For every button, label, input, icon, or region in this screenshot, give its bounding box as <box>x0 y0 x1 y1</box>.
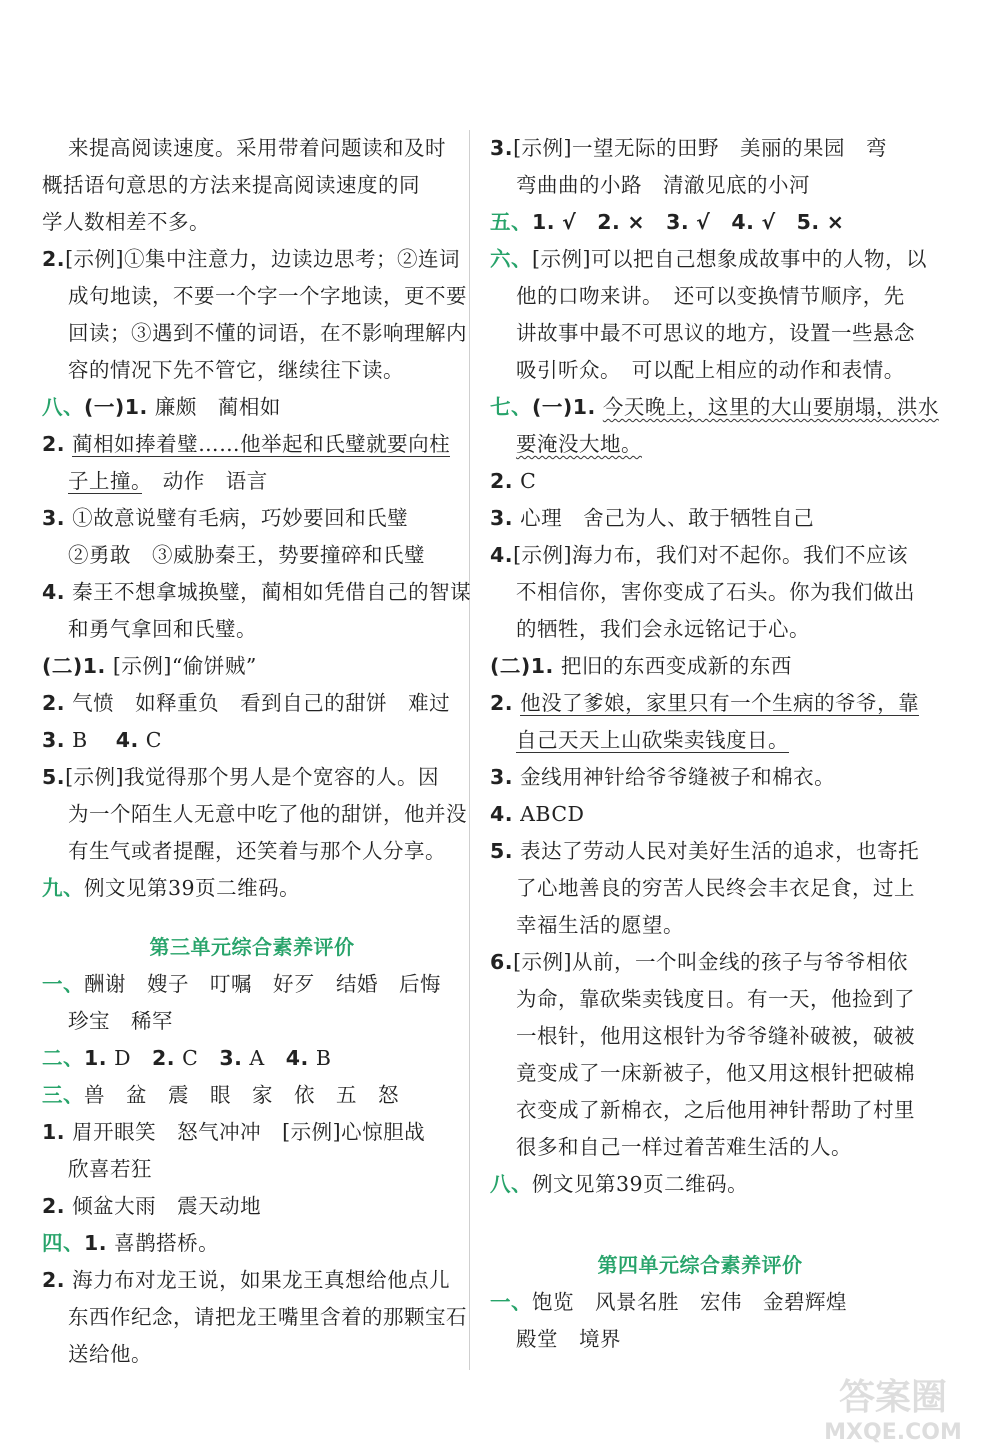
question-number: 4. <box>42 580 66 604</box>
section-label: 三、 <box>42 1083 84 1107</box>
text-line: 有生气或者提醒，还笑着与那个人分享。 <box>68 839 446 863</box>
answer-text: [示例]一望无际的田野 美丽的果园 弯 <box>513 136 888 160</box>
text-line: 概括语句意思的方法来提高阅读速度的同 <box>42 173 420 197</box>
question-number: 2. <box>152 1046 176 1070</box>
answer-text: 倾盆大雨 震天动地 <box>72 1194 262 1218</box>
answer-line <box>42 1188 462 1225</box>
answer-text: 饱览 风景名胜 宏伟 金碧辉煌 <box>532 1290 847 1314</box>
question-number: 2. <box>42 247 66 271</box>
answer-text: ①故意说璧有毛病，巧妙要回和氏璧 <box>72 506 409 530</box>
question-number: 3. <box>490 765 514 789</box>
section-8-right <box>490 1166 910 1203</box>
text-line: 学人数相差不多。 <box>42 210 210 234</box>
answer-line <box>490 537 910 574</box>
question-number: 5. <box>42 765 66 789</box>
answer-text: 动作 语言 <box>162 469 268 493</box>
text-line: 不相信你，害你变成了石头。你为我们做出 <box>516 580 915 604</box>
answer-text: 表达了劳动人民对美好生活的追求，也寄托 <box>520 839 920 863</box>
text-line: 竟变成了一床新被子，他又用这根针把破棉 <box>516 1061 915 1085</box>
answer-line <box>42 1114 462 1151</box>
unit-3-heading: 第三单元综合素养评价 <box>149 935 355 959</box>
answer-line <box>42 1262 462 1299</box>
text-line: 讲故事中最不可思议的地方，设置一些悬念 <box>516 321 915 345</box>
answer-text: [示例]我觉得那个男人是个宽容的人。因 <box>65 765 440 789</box>
answer-mark: √ <box>761 210 797 234</box>
answer-text: 廉颇 蔺相如 <box>154 395 281 419</box>
part-label: (一) <box>532 395 573 419</box>
column-divider <box>469 130 470 1370</box>
question-number: 5. <box>796 210 820 234</box>
answer-text: A <box>249 1046 286 1070</box>
question-number: 3. <box>42 506 66 530</box>
text-line: 殿堂 境界 <box>516 1327 621 1351</box>
section-7 <box>490 389 939 426</box>
answer-mark: × <box>627 210 667 234</box>
answer-line <box>490 1284 910 1321</box>
text-line: 吸引听众。 可以配上相应的动作和表情。 <box>516 358 905 382</box>
text-line: 欣喜若狂 <box>68 1157 152 1181</box>
question-number: 3. <box>490 136 514 160</box>
section-8 <box>42 389 462 426</box>
text-line: 衣变成了新棉衣，之后他用神针帮助了村里 <box>516 1098 915 1122</box>
question-number: 3. <box>666 210 690 234</box>
answer-text: 金线用神针给爷爷缝被子和棉衣。 <box>520 765 836 789</box>
answer-text: [示例]从前，一个叫金线的孩子与爷爷相依 <box>513 950 909 974</box>
answer-line <box>42 648 462 685</box>
section-label: 七、 <box>490 395 532 419</box>
question-number: 2. <box>42 1194 66 1218</box>
answer-line <box>490 426 910 463</box>
watermark-logo <box>798 1367 988 1447</box>
text-line: 和勇气拿回和氏璧。 <box>68 617 257 641</box>
answer-line <box>42 722 462 759</box>
question-number: 1. <box>572 395 596 419</box>
answer-text: D <box>114 1046 153 1070</box>
question-number: 3. <box>42 728 66 752</box>
answer-text: [示例]可以把自己想象成故事中的人物，以 <box>532 247 927 271</box>
question-number: 2. <box>42 432 66 456</box>
answer-line <box>490 944 910 981</box>
answer-text: B <box>72 728 109 752</box>
answer-text: 心理 舍己为人、敢于牺牲自己 <box>520 506 815 530</box>
question-number: 1. <box>42 1120 66 1144</box>
text-line: 东西作纪念，请把龙王嘴里含着的那颗宝石 <box>68 1305 467 1329</box>
watermark-line-2: MXQE.COM <box>824 1420 962 1445</box>
answer-line <box>490 648 910 685</box>
answer-mark: √ <box>696 210 732 234</box>
section-label: 四、 <box>42 1231 84 1255</box>
question-number: 2. <box>490 691 514 715</box>
answer-text: 喜鹊搭桥。 <box>114 1231 220 1255</box>
answer-text: C <box>520 469 537 493</box>
section-label: 八、 <box>42 395 84 419</box>
answer-text: 气愤 如释重负 看到自己的甜饼 难过 <box>72 691 451 715</box>
part-label: (二) <box>42 654 83 678</box>
wavy-underlined-text: 今天晚上，这里的大山要崩塌，洪水 <box>602 395 939 419</box>
question-number: 2. <box>490 469 514 493</box>
section-9 <box>42 870 462 907</box>
text-line: 为一个陌生人无意中吃了他的甜饼，他并没 <box>68 802 467 826</box>
answer-line <box>42 1040 462 1077</box>
question-number: 4. <box>285 1046 309 1070</box>
section-6 <box>490 241 927 278</box>
answer-2 <box>42 241 462 278</box>
answer-line <box>490 685 920 722</box>
question-number: 2. <box>42 1268 66 1292</box>
answer-mark: × <box>826 210 845 234</box>
text-line: 的牺牲，我们会永远铭记于心。 <box>516 617 810 641</box>
answer-line <box>42 759 462 796</box>
answer-text: ABCD <box>520 802 585 826</box>
answer-text: 眉开眼笑 怒气冲冲 [示例]心惊胆战 <box>72 1120 426 1144</box>
left-column <box>42 130 472 1373</box>
answer-line <box>490 796 910 833</box>
question-number: 1. <box>84 1231 108 1255</box>
question-number: 4. <box>115 728 139 752</box>
answer-text: 把旧的东西变成新的东西 <box>560 654 792 678</box>
section-label: 六、 <box>490 247 532 271</box>
question-number: 1. <box>82 654 106 678</box>
answer-line <box>42 500 462 537</box>
answer-line <box>490 759 910 796</box>
question-number: 6. <box>490 950 514 974</box>
section-label: 一、 <box>42 972 84 996</box>
question-number: 3. <box>490 506 514 530</box>
wavy-underlined-text: 要淹没大地。 <box>516 432 642 456</box>
answer-line <box>490 500 910 537</box>
question-number: 4. <box>731 210 755 234</box>
text-line: 为命，靠砍柴卖钱度日。有一天，他捡到了 <box>516 987 915 1011</box>
question-number: 2. <box>42 691 66 715</box>
question-number: 5. <box>490 839 514 863</box>
answer-text: [示例]海力布，我们对不起你。我们不应该 <box>513 543 909 567</box>
section-label: 八、 <box>490 1172 532 1196</box>
text-line: 来提高阅读速度。采用带着问题读和及时 <box>68 136 446 160</box>
answer-line <box>42 1225 462 1262</box>
question-number: 2. <box>597 210 621 234</box>
answer-line <box>42 426 462 463</box>
answer-line <box>490 722 910 759</box>
watermark-line-1: 答案圈 <box>838 1377 948 1418</box>
question-number: 1. <box>530 654 554 678</box>
answer-text: [示例]“偷饼贼” <box>112 654 257 678</box>
question-number: 4. <box>490 543 514 567</box>
section-5 <box>490 204 910 241</box>
question-number: 1. <box>84 1046 108 1070</box>
question-number: 1. <box>124 395 148 419</box>
answer-line <box>490 463 910 500</box>
right-column <box>490 130 939 1358</box>
text-line: 了心地善良的穷苦人民终会丰衣足食，过上 <box>516 876 915 900</box>
answer-text: C <box>182 1046 220 1070</box>
question-number: 4. <box>490 802 514 826</box>
part-label: (二) <box>490 654 531 678</box>
answer-text: 例文见第39页二维码。 <box>532 1172 749 1196</box>
answer-text: [示例]①集中注意力，边读边思考；②连词 <box>65 247 461 271</box>
section-label: 九、 <box>42 876 84 900</box>
underlined-text: 他没了爹娘，家里只有一个生病的爷爷，靠 <box>520 691 920 715</box>
section-label: 五、 <box>490 210 532 234</box>
underlined-text: 自己天天上山砍柴卖钱度日。 <box>516 728 789 752</box>
answer-text: 海力布对龙王说，如果龙王真想给他点儿 <box>72 1268 451 1292</box>
answer-line <box>42 1077 462 1114</box>
underlined-text: 子上撞。 <box>68 469 142 493</box>
answer-text: B <box>315 1046 332 1070</box>
unit-4-heading: 第四单元综合素养评价 <box>597 1253 803 1277</box>
text-line: ②勇敢 ③威胁秦王，势要撞碎和氏璧 <box>68 543 425 567</box>
question-number: 1. <box>532 210 556 234</box>
answer-text: 酬谢 嫂子 叮嘱 好歹 结婚 后悔 <box>84 972 441 996</box>
text-line: 回读；③遇到不懂的词语，在不影响理解内 <box>68 321 467 345</box>
answer-line <box>42 966 462 1003</box>
answer-text: 秦王不想拿城换璧，蔺相如凭借自己的智谋 <box>72 580 472 604</box>
underlined-text: 蔺相如捧着璧……他举起和氏璧就要向柱 <box>72 432 451 456</box>
text-line: 成句地读，不要一个字一个字地读，更不要 <box>68 284 467 308</box>
part-label: (一) <box>84 395 125 419</box>
question-number: 3. <box>219 1046 243 1070</box>
text-line: 送给他。 <box>68 1342 152 1366</box>
text-line: 幸福生活的愿望。 <box>516 913 684 937</box>
answer-text: 兽 盆 震 眼 家 依 五 怒 <box>84 1083 399 1107</box>
text-line: 他的口吻来讲。 还可以变换情节顺序，先 <box>516 284 905 308</box>
answer-mark: √ <box>562 210 598 234</box>
answer-line <box>490 833 920 870</box>
text-line: 珍宝 稀罕 <box>68 1009 173 1033</box>
text-line: 容的情况下先不管它，继续往下读。 <box>68 358 404 382</box>
answer-line <box>42 574 472 611</box>
answer-line <box>42 463 462 500</box>
text-line: 一根针，他用这根针为爷爷缝补破被，破被 <box>516 1024 915 1048</box>
text-line: 弯曲曲的小路 清澈见底的小河 <box>516 173 810 197</box>
section-label: 一、 <box>490 1290 532 1314</box>
answer-text: 例文见第39页二维码。 <box>84 876 301 900</box>
section-label: 二、 <box>42 1046 84 1070</box>
answer-line <box>42 685 462 722</box>
answer-text: C <box>145 728 162 752</box>
answer-line <box>490 130 910 167</box>
text-line: 很多和自己一样过着苦难生活的人。 <box>516 1135 852 1159</box>
